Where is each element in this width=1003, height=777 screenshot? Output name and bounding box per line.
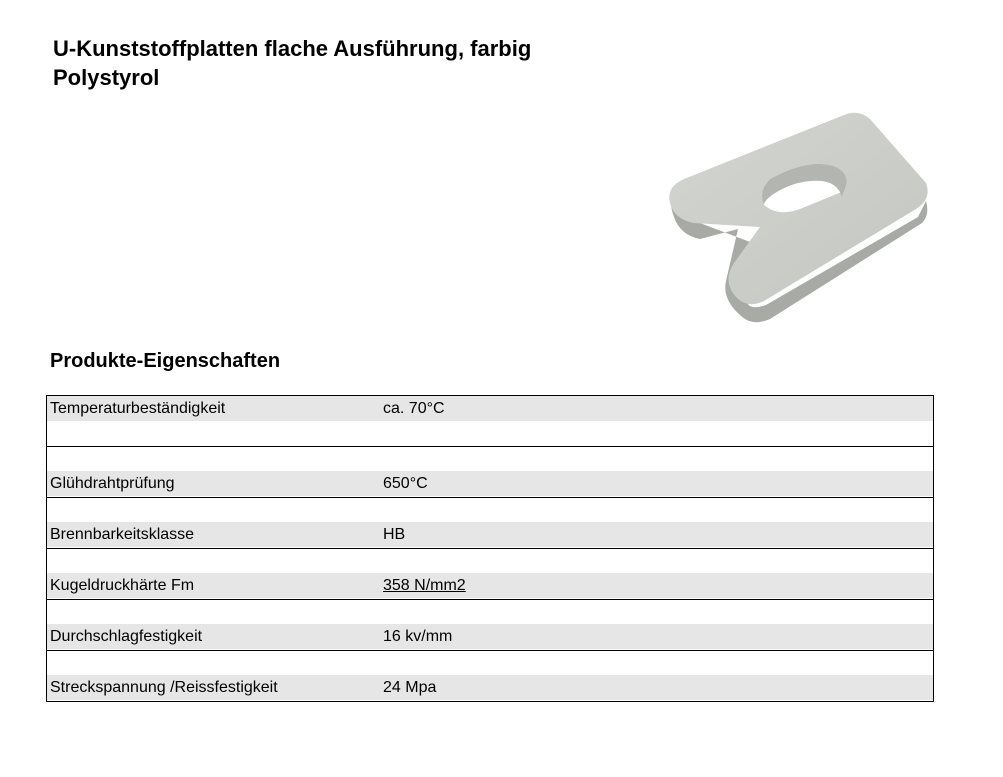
property-value: HB <box>383 526 406 543</box>
property-name: Streckspannung /Reissfestigkeit <box>50 679 278 696</box>
table-row <box>47 599 933 650</box>
property-value: 24 Mpa <box>383 679 437 696</box>
property-name: Glühdrahtprüfung <box>50 475 175 492</box>
title-line-2: Polystyrol <box>53 65 160 90</box>
property-name: Temperaturbeständigkeit <box>50 400 226 417</box>
table-row <box>47 497 933 548</box>
u-shim-plate-icon <box>660 105 935 330</box>
table-row <box>47 396 933 446</box>
page-title <box>53 34 531 92</box>
table-row <box>47 548 933 599</box>
property-value: 16 kv/mm <box>383 628 453 645</box>
properties-heading: Produkte-Eigenschaften <box>50 350 281 372</box>
property-value-link[interactable]: 358 N/mm2 <box>383 577 466 594</box>
table-row <box>47 650 933 701</box>
title-line-1: U-Kunststoffplatten flache Ausführung, farbig <box>53 36 532 61</box>
property-name: Brennbarkeitsklasse <box>50 526 195 543</box>
table-row <box>47 446 933 497</box>
property-name: Kugeldruckhärte Fm <box>50 577 195 594</box>
properties-table <box>46 395 934 702</box>
property-value: ca. 70°C <box>383 400 445 417</box>
property-name: Durchschlagfestigkeit <box>50 628 203 645</box>
property-value: 650°C <box>383 475 428 492</box>
